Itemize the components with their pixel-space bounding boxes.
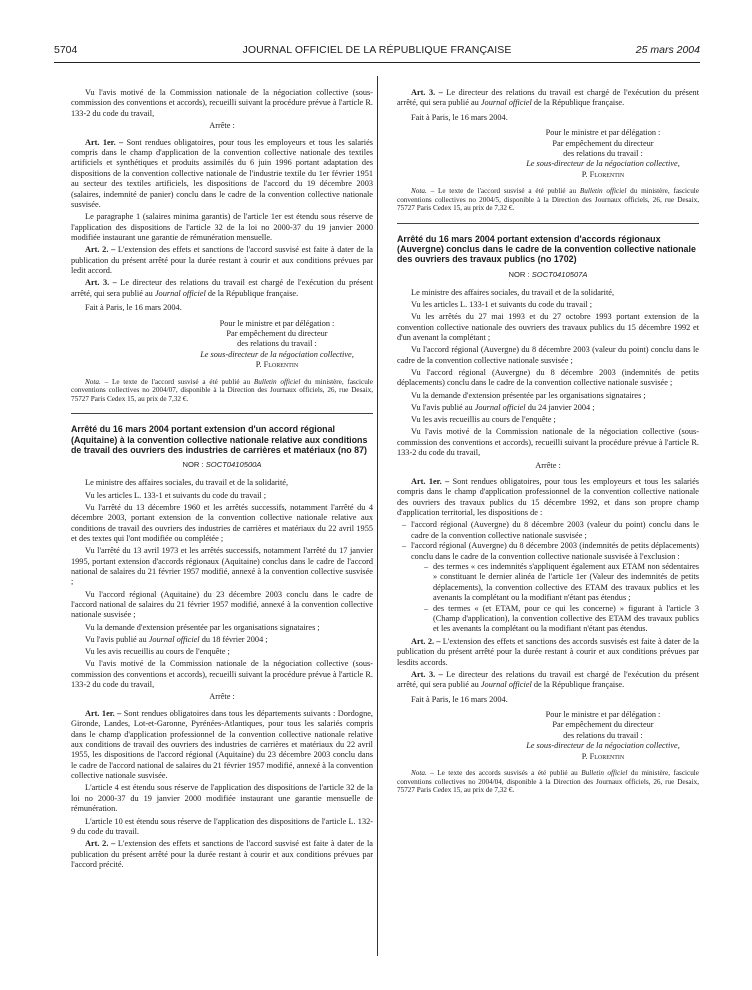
- article-label: Art. 3. –: [411, 88, 443, 97]
- visa: [397, 403, 699, 413]
- article-label: Art. 1er. –: [85, 708, 122, 718]
- visa: Vu les avis recueillis au cours de l'enquête ;: [411, 415, 556, 425]
- signature-title: Le sous-directeur de la négociation collective,: [526, 159, 680, 169]
- article-label: Art. 2. –: [85, 245, 116, 255]
- nota: [397, 187, 699, 213]
- signature-line: Pour le ministre et par délégation :: [545, 710, 661, 720]
- signature-date: Fait à Paris, le 16 mars 2004.: [411, 112, 508, 122]
- nota-text: – Le texte des accords susvisés a été publié au: [426, 769, 582, 778]
- nota-label: Nota.: [85, 377, 101, 386]
- nor-label: NOR :: [182, 459, 206, 469]
- visa: Vu l'avis motivé de la Commission nationale de la négociation collective (sous-commission des conventions et accords), recueilli suivant la procédure prévue à l'article R. 133-2 du code du travail,: [397, 427, 699, 458]
- visa: Vu la demande d'extension présentée par les organisations signataires ;: [85, 622, 320, 632]
- visa: Vu l'accord régional (Auvergne) du 8 décembre 2003 (indemnités de petits déplacements) conclu dans le cadre de la convention collective nationale susvisée ;: [397, 368, 699, 388]
- nota: [71, 378, 373, 404]
- article-label: Art. 2. –: [85, 839, 116, 849]
- column-divider: [377, 76, 378, 956]
- article-label: Art. 1er. –: [85, 137, 124, 147]
- paragraph: L'article 10 est étendu sous réserve de l'application des dispositions de l'article L. 132-9 du code du travail.: [71, 816, 373, 836]
- list-item: – l'accord régional (Auvergne) du 8 décembre 2003 (valeur du point) conclu dans le cadre de la convention collective nationale susvisée ;: [411, 520, 699, 541]
- signature-line: Pour le ministre et par délégation :: [219, 318, 335, 328]
- section-separator: [71, 413, 373, 414]
- visa: Vu l'accord régional (Aquitaine) du 23 décembre 2003 conclu dans le cadre de l'accord national de salaires du 21 février 1957 modifié, annexé à la convention collective nationale susvisée ;: [71, 589, 373, 620]
- signature-line: des relations du travail :: [563, 149, 643, 159]
- arrete-heading: Arrête :: [209, 692, 235, 702]
- signature-date: Fait à Paris, le 16 mars 2004.: [85, 303, 182, 313]
- signature-block: [507, 710, 699, 762]
- right-column: [397, 88, 699, 801]
- visa: Le ministre des affaires sociales, du travail et de la solidarité,: [85, 478, 289, 488]
- article-2: [397, 637, 699, 668]
- article-text: Sont rendues obligatoires, pour tous les employeurs et tous les salariés compris dans le champ d'application de la convention collective nationale des textiles artificiels et synthétiques et produits assimilés du 6 juin 1996 portant adaptation des dispositions de la convention collective nationale de l'industrie textile du 1er février 1951 au secteur des textiles artificiels, les dispositions de l'accord du 19 décembre 2003 (salaires, indemnité de panier) conclu dans le cadre de la convention collective nationale susvisée.: [71, 137, 373, 210]
- article-text: de la République française.: [531, 680, 625, 690]
- visa-text: Vu l'avis publié au: [85, 634, 149, 644]
- visa-text: du 24 janvier 2004 ;: [525, 402, 595, 412]
- signature-line: Par empêchement du directeur: [552, 720, 654, 730]
- page-number: 5704: [54, 44, 78, 56]
- article-1: [71, 138, 373, 211]
- arrete-heading: Arrête :: [209, 121, 235, 131]
- visa: Vu l'avis motivé de la Commission nationale de la négociation collective (sous-commission des conventions et accords), recueilli suivant la procédure prévue à l'article R. 133-2 du code du travail,: [71, 659, 373, 690]
- article-text: Le directeur des relations du travail est chargé de l'exécution du présent arrêté, qui sera publié au: [397, 669, 699, 690]
- visa-text: du 18 février 2004 ;: [199, 634, 268, 644]
- nota-text: – Le texte de l'accord susvisé a été publié au: [100, 377, 254, 386]
- decree-title: Arrêté du 16 mars 2004 portant extension d'un accord régional (Aquitaine) à la convention collective nationale relative aux conditions de travail des ouvriers des industries de carrières et matériaux (no 87): [71, 424, 368, 455]
- article-text: L'extension des effets et sanctions de l'accord susvisé est faite à dater de la publication du présent arrêté pour la durée restant à courir et aux conditions prévues par l'accord précité.: [71, 839, 373, 869]
- journal-officiel-ref: Journal officiel: [154, 288, 206, 298]
- visa: Vu les articles L. 133-1 et suivants du code du travail ;: [411, 300, 593, 310]
- left-column: [71, 88, 373, 872]
- arrete-heading: Arrête :: [535, 460, 561, 470]
- header-rule: [54, 62, 700, 63]
- article-text: Le directeur des relations du travail est chargé de l'exécution du présent arrêté, qui sera publié au: [397, 88, 699, 108]
- article-label: Art. 2. –: [411, 636, 441, 646]
- signatory-name: P. Florentin: [581, 169, 625, 179]
- nor-reference: [71, 460, 373, 470]
- bulletin-officiel-ref: Bulletin officiel: [579, 187, 627, 196]
- list-item: – des termes « ces indemnités s'appliquent également aux ETAM non sédentaires » constituant le dernier alinéa de l'article 1er (Valeur des indemnités de petits déplacements), la convention collective des ETAM des travaux publics et les avenants la complétant ou la modifiant n'étant pas étendus ;: [433, 562, 699, 604]
- article-3: [397, 88, 699, 109]
- article-text: L'extension des effets et sanctions des accords susvisés est faite à dater de la publication du présent arrêté pour la durée restant à courir et aux conditions prévues par lesdits accords.: [397, 636, 699, 667]
- paragraph: Vu l'avis motivé de la Commission nationale de la négociation collective (sous-commission des conventions et accords), recueilli suivant la procédure prévue à l'article R. 133-2 du code du travail,: [71, 88, 373, 118]
- signature-line: des relations du travail :: [563, 730, 643, 740]
- article-3: [397, 670, 699, 691]
- nor-code: SOCT0410500A: [205, 459, 262, 469]
- signature-line: Pour le ministre et par délégation :: [545, 128, 661, 138]
- page-header: [54, 44, 700, 60]
- article-label: Art. 3. –: [411, 669, 443, 679]
- signature-block: [507, 128, 699, 180]
- issue-date: 25 mars 2004: [635, 44, 700, 56]
- bulletin-officiel-ref: Bulletin officiel: [581, 769, 628, 778]
- article-1: [71, 709, 373, 782]
- article-text: Le directeur des relations du travail est chargé de l'exécution du présent arrêté, qui sera publié au: [71, 278, 373, 298]
- signature-line: des relations du travail :: [237, 339, 317, 349]
- nota-label: Nota.: [411, 769, 427, 778]
- visa: Vu les avis recueillis au cours de l'enquête ;: [85, 647, 230, 657]
- visa: [71, 635, 373, 645]
- article-text: de la République française.: [531, 98, 625, 108]
- list-item: [411, 541, 699, 635]
- nor-reference: [397, 270, 699, 280]
- list-item: – des termes « (et ETAM, pour ce qui les concerne) » figurant à l'article 3 (Champ d'application), la convention collective des ETAM des travaux publics et les avenants la complétant ou la modifiant n'étant pas étendus.: [433, 604, 699, 635]
- journal-officiel-ref: Journal officiel: [480, 680, 532, 690]
- visa: Vu l'arrêté du 13 décembre 1960 et les arrêtés successifs, notamment l'arrêté du 4 décembre 2003, portant extension de la convention collective nationale relative aux conditions de travail des ouvriers des industries de carrières et matériaux du 22 avril 1955 et des textes qui l'ont modifiée ou complétée ;: [71, 502, 373, 543]
- dispositions-list: [397, 520, 699, 634]
- paragraph: L'article 4 est étendu sous réserve de l'application des dispositions de l'article 32 de la loi no 2000-37 du 19 janvier 2000 modifiée instaurant une garantie mensuelle de rémunération.: [71, 783, 373, 814]
- article-text: Sont rendues obligatoires, pour tous les employeurs et tous les salariés compris dans le champ d'application professionnel de la convention collective nationale des ouvriers des travaux publics du 15 décembre 1992, et dans son propre champ d'application territorial, les dispositions de :: [397, 476, 699, 518]
- article-text: Sont rendues obligatoires dans tous les départements suivants : Dordogne, Gironde, Landes, Lot-et-Garonne, Pyrénées-Atlantiques, pour tous les salariés compris dans le champ d'application professionnel de la convention collective nationale relative aux conditions de travail des ouvriers des industries de carrières et matériaux du 22 avril 1955, les dispositions de l'accord régional (Aquitaine) du 23 décembre 2003 conclu dans le cadre de l'accord national de salaires du 21 février 1957 modifié, annexé à la convention collective nationale susvisée.: [71, 708, 373, 781]
- decree-title: Arrêté du 16 mars 2004 portant extension d'accords régionaux (Auvergne) conclus dans le cadre de la convention collective nationale des ouvriers des travaux publics (no 1702): [397, 234, 696, 265]
- signature-line: Par empêchement du directeur: [552, 138, 654, 148]
- signature-title: Le sous-directeur de la négociation collective,: [526, 741, 680, 751]
- article-label: Art. 3. –: [85, 278, 117, 288]
- journal-officiel-ref: Journal officiel: [148, 634, 200, 644]
- section-separator: [397, 223, 699, 224]
- signature-line: Par empêchement du directeur: [226, 328, 328, 338]
- visa: Le ministre des affaires sociales, du travail et de la solidarité,: [411, 288, 615, 298]
- visa: Vu la demande d'extension présentée par les organisations signataires ;: [411, 390, 646, 400]
- journal-officiel-ref: Journal officiel: [474, 402, 526, 412]
- journal-title: JOURNAL OFFICIEL DE LA RÉPUBLIQUE FRANÇAISE: [242, 44, 512, 56]
- article-1: [397, 477, 699, 519]
- nor-label: NOR :: [508, 269, 532, 279]
- visa: Vu les articles L. 133-1 et suivants du code du travail ;: [85, 490, 267, 500]
- article-text: de la République française.: [205, 288, 299, 298]
- list-item-text: l'accord régional (Auvergne) du 8 décembre 2003 (indemnités de petits déplacements) conclu dans le cadre de la convention collective nationale susvisée à l'exclusion :: [411, 541, 699, 561]
- visa: Vu l'arrêté du 13 avril 1973 et les arrêtés successifs, notamment l'arrêté du 17 janvier 1995, portant extension d'accords régionaux (Aquitaine) conclus dans le cadre de l'accord national de salaires du 21 février 1957 modifié, annexé à la convention collective susvisée ;: [71, 546, 373, 587]
- nor-code: SOCT0410507A: [531, 269, 588, 279]
- article-text: L'extension des effets et sanctions de l'accord susvisé est faite à dater de la publication du présent arrêté pour la durée restant à courir et aux conditions prévues par ledit accord.: [71, 245, 373, 276]
- nota-label: Nota.: [411, 187, 427, 196]
- visa: Vu les arrêtés du 27 mai 1993 et du 27 octobre 1993 portant extension de la convention collective nationale des ouvriers des travaux publics du 15 décembre 1992 et d'un avenant la complétant ;: [397, 312, 699, 343]
- article-3: [71, 278, 373, 299]
- article-label: Art. 1er. –: [411, 476, 450, 486]
- signature-date: Fait à Paris, le 16 mars 2004.: [411, 694, 508, 704]
- nota: [397, 769, 699, 795]
- journal-officiel-ref: Journal officiel: [480, 98, 532, 108]
- visa: Vu l'accord régional (Auvergne) du 8 décembre 2003 (valeur du point) conclu dans le cadre de la convention collective nationale susvisée ;: [397, 345, 699, 365]
- signature-title: Le sous-directeur de la négociation collective,: [200, 349, 354, 359]
- nota-text: du ministère, fascicule conventions collectives no 2004/04, disponible à la Direction des Journaux officiels, 26, rue Desaix, 75727 Paris Cedex 15, au prix de 7,32 €.: [397, 769, 699, 795]
- nota-text: du ministère, fascicule conventions collectives no 2004/5, disponible à la Direction des Journaux officiels, 26, rue Desaix, 75727 Paris Cedex 15, au prix de 7,32 €.: [397, 187, 699, 213]
- nota-text: – Le texte de l'accord susvisé a été publié au: [426, 187, 580, 196]
- exclusions-list: [411, 562, 699, 635]
- article-2: [71, 839, 373, 870]
- signatory-name: P. Florentin: [581, 751, 625, 761]
- signature-block: [181, 319, 373, 371]
- visa-text: Vu l'avis publié au: [411, 402, 475, 412]
- signatory-name: P. Florentin: [255, 360, 299, 370]
- article-2: [71, 245, 373, 276]
- nota-text: du ministère, fascicule conventions collectives no 2004/07, disponible à la Direction des Journaux officiels, 26, rue Desaix, 75727 Paris Cedex 15, au prix de 7,32 €.: [71, 377, 373, 403]
- paragraph: Le paragraphe 1 (salaires minima garantis) de l'article 1er est étendu sous réserve de l'application des dispositions de l'article 32 de la loi no 2000-37 du 19 janvier 2000 modifiée instaurant une garantie de rémunération mensuelle.: [71, 212, 373, 243]
- bulletin-officiel-ref: Bulletin officiel: [253, 377, 301, 386]
